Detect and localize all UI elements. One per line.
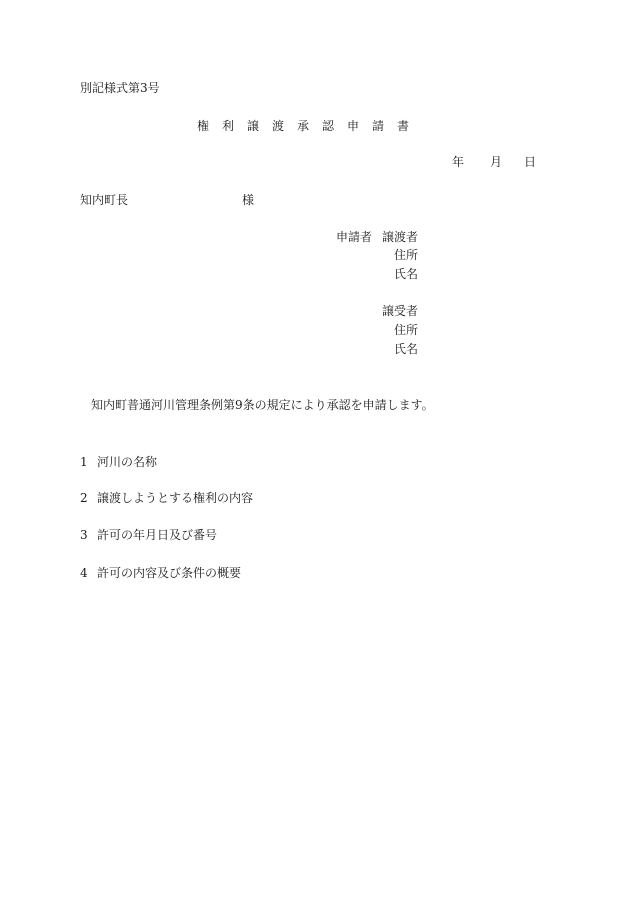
list-item: [80, 492, 253, 504]
list-item: [80, 567, 241, 579]
item-text: 譲渡しようとする権利の内容: [97, 491, 254, 505]
transferee-name-label: 氏名: [394, 342, 419, 356]
date-month-label: 月: [490, 155, 503, 169]
date-line: [452, 156, 536, 168]
transferor-label: 譲渡者: [382, 230, 419, 244]
form-number: 別記様式第3号: [80, 81, 160, 95]
item-number: 3: [80, 528, 88, 542]
item-number: 1: [80, 455, 88, 469]
item-text: 河川の名称: [97, 455, 158, 469]
transferor-name-label: 氏名: [394, 267, 419, 281]
transferor-address-label: 住所: [394, 248, 419, 262]
list-item: [80, 529, 217, 541]
transferee-label: 譲受者: [382, 304, 419, 318]
application-statement: 知内町普通河川管理条例第9条の規定により承認を申請します。: [91, 398, 434, 412]
applicant-label: 申請者: [336, 230, 373, 244]
honorific: 様: [242, 193, 255, 207]
document-title: 権利譲渡承認申請書: [197, 119, 423, 133]
date-day-label: 日: [524, 155, 537, 169]
item-text: 許可の内容及び条件の概要: [97, 566, 242, 580]
item-number: 4: [80, 566, 88, 580]
item-text: 許可の年月日及び番号: [97, 528, 218, 542]
date-year-label: 年: [452, 155, 465, 169]
item-number: 2: [80, 491, 88, 505]
transferee-address-label: 住所: [394, 323, 419, 337]
list-item: [80, 456, 157, 468]
addressee: 知内町長: [80, 193, 129, 207]
